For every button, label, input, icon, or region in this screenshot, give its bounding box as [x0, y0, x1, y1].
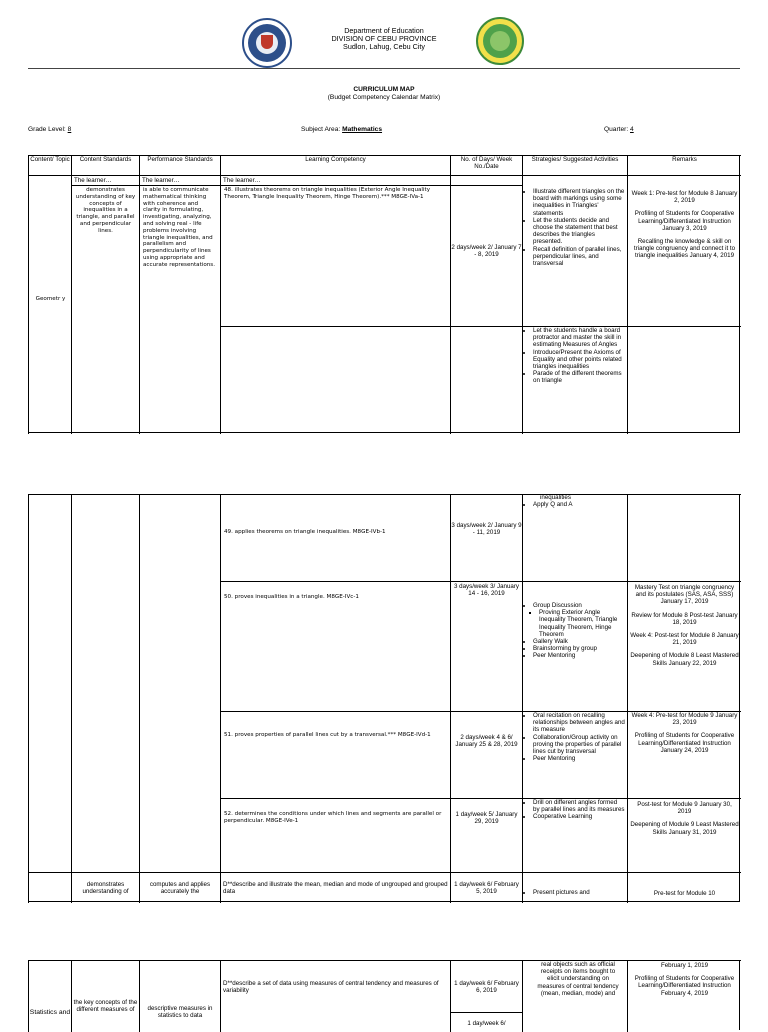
- geometry-content-standard: demonstrates understanding of key concepts of inequalities in a triangle, and parallel and perpendicular lines.: [71, 185, 139, 434]
- remark-item: Week 1: Pre-test for Module 8 January 2, 2019: [631, 190, 738, 205]
- remark-item: Mastery Test on triangle congruency and its postulates (SAS, ASA, SSS) January 17, 2019: [634, 584, 735, 606]
- days-competency-49: 3 days/week 2/ January 9 - 11, 2019: [450, 494, 522, 581]
- remarks-competency-50: [627, 581, 741, 711]
- strategy-item: • Let the students handle a board protractor and master the skill in estimating Measures of Angles: [533, 327, 625, 349]
- strategies-central-tendency: real objects such as official receipts on items bought to elicit understanding on measures of central tendency (mean, median, mode) and: [522, 960, 627, 1032]
- strategy-continued-text: inequalities: [540, 494, 571, 501]
- remarks-mean-median-mode: Pre-test for Module 10: [627, 872, 741, 903]
- strategy-item: • Cooperative Learning: [533, 813, 625, 820]
- header-division: DIVISION OF CEBU PROVINCE: [331, 34, 437, 43]
- remark-item: Review for Module 8 Post-test January 18, 2019: [631, 611, 738, 626]
- days-competency-48: 2 days/week 2/ January 7 - 8, 2019: [450, 185, 522, 326]
- days-competency-51: 2 days/week 4 & 6/ January 25 & 28, 2019: [450, 711, 522, 798]
- statistics-content-standard: the key concepts of the different measures of: [71, 960, 139, 1032]
- competency-49: 49. applies theorems on triangle inequalities. M8GE-IVb-1: [220, 494, 450, 581]
- quarter-label: Quarter:: [604, 126, 629, 133]
- statistics-performance-standard: descriptive measures in statistics to data: [139, 960, 220, 1032]
- curriculum-table-part-1: [28, 155, 740, 433]
- competency-51: 51. proves properties of parallel lines cut by a transversal.*** M8GE-IVd-1: [220, 711, 450, 798]
- col-header-remarks: Remarks: [627, 155, 741, 175]
- topic-geometry: Geometr y: [35, 296, 66, 302]
- strategies-continued: [522, 326, 627, 434]
- topic-cell: [28, 494, 71, 872]
- strategies-competency-51: [522, 711, 627, 798]
- remark-item: Profiling of Students for Cooperative Learning/Differentiated Instruction January 24, 2019: [634, 732, 735, 754]
- strategy-item: • Brainstorming by group: [533, 645, 625, 652]
- remark-item: Deepening of Module 8 Least Mastered Skills January 22, 2019: [630, 652, 739, 667]
- col-header-learning-competency: Learning Competency: [220, 155, 450, 175]
- topic-cell: [28, 175, 71, 434]
- performance-learner-label: The learner…: [139, 175, 220, 185]
- remark-item: Profiling of Students for Cooperative Learning/Differentiated Instruction January 3, 2019: [634, 210, 735, 232]
- remark-item: Post-test for Module 9 January 30, 2019: [637, 801, 732, 816]
- content-learner-label: The learner…: [71, 175, 139, 185]
- col-header-days: No. of Days/ Week No./Date: [450, 155, 522, 175]
- remarks-central-tendency: [627, 960, 741, 1032]
- strategy-item: • Gallery Walk: [533, 638, 625, 645]
- competency-48: 48. illustrates theorems on triangle inequalities (Exterior Angle Inequality Theorem, Triangle Inequality Theorem, Hinge Theorem).*** M8GE-IVa-1: [220, 185, 450, 326]
- subject-area-value: Mathematics: [342, 126, 383, 133]
- competency-50: 50. proves inequalities in a triangle. M8GE-IVc-1: [220, 581, 450, 711]
- col-header-content-standards: Content Standards: [71, 155, 139, 175]
- remarks-competency-52: [627, 798, 741, 872]
- strategy-item: • Introduce/Present the Axioms of Equality and other points related triangles inequalities: [533, 349, 625, 371]
- remarks-empty-cell: [627, 326, 741, 434]
- remarks-competency-51: [627, 711, 741, 798]
- strategies-competency-52: [522, 798, 627, 872]
- header-department: Department of Education: [344, 26, 424, 35]
- strategy-item: • Recall definition of parallel lines, perpendicular lines, and transversal: [533, 246, 625, 268]
- strategy-item: • Peer Mentoring: [533, 652, 625, 659]
- col-header-performance-standards: Performance Standards: [139, 155, 220, 175]
- strategy-item: • Peer Mentoring: [533, 755, 625, 762]
- topic-statistics: Statistics and: [28, 960, 71, 1032]
- topic-cell: [28, 872, 71, 903]
- remark-item: Week 4: Post-test for Module 8 January 21, 2019: [630, 632, 739, 647]
- competency-52: 52. determines the conditions under which lines and segments are parallel or perpendicular. M8GE-IVe-1: [220, 798, 450, 872]
- subject-area-label: Subject Area:: [301, 126, 341, 133]
- strategy-subitem: ▪ Proving Exterior Angle Inequality Theorem, Triangle Inequality Theorem, Hinge Theorem: [539, 609, 625, 638]
- strategy-item: • Collaboration/Group activity on proving the properties of parallel lines cut by transversal: [533, 734, 625, 756]
- curriculum-table-part-2: [28, 494, 740, 902]
- competency-learner-label: The learner…: [220, 175, 450, 185]
- competency-empty-cell: [220, 326, 450, 434]
- strategy-item: • Group Discussion: [533, 602, 625, 609]
- competency-mean-median-mode: D**describe and illustrate the mean, median and mode of ungrouped and grouped data: [220, 872, 450, 903]
- days-empty-cell: [450, 175, 522, 185]
- quarter: [604, 126, 634, 134]
- header-divider: [28, 68, 740, 69]
- competency-central-tendency: D**describe a set of data using measures of central tendency and measures of variability: [220, 960, 450, 1032]
- statistics-performance-standard-start: computes and applies accurately the: [139, 872, 220, 903]
- remarks-empty-cell: [627, 494, 741, 581]
- days-next-row: 1 day/week 6/: [450, 1012, 522, 1032]
- strategies-competency-48: [522, 175, 627, 326]
- strategy-item: • Drill on different angles formed by parallel lines and its measures: [533, 799, 625, 813]
- strategy-item: • Apply Q and A: [533, 501, 625, 508]
- quarter-value: 4: [630, 126, 634, 133]
- days-central-tendency: 1 day/week 6/ February 6, 2019: [450, 960, 522, 1012]
- strategy-item: • Present pictures and: [533, 889, 625, 896]
- days-mean-median-mode: 1 day/week 6/ February 5, 2019: [450, 872, 522, 903]
- days-competency-52: 1 day/week 5/ January 29, 2019: [450, 798, 522, 872]
- col-header-topic: Content/ Topic: [28, 155, 71, 175]
- subject-area: [301, 126, 382, 134]
- statistics-content-standard-start: demonstrates understanding of: [71, 872, 139, 903]
- remark-item: Deepening of Module 9 Least Mastered Skills January 31, 2019: [630, 821, 739, 836]
- remark-item: February 1, 2019: [660, 962, 709, 969]
- grade-level-label: Grade Level:: [28, 126, 66, 133]
- document-title: CURRICULUM MAP: [353, 86, 415, 93]
- grade-level-value: 8: [67, 126, 72, 133]
- strategies-competency-49: [522, 494, 627, 581]
- days-empty-cell: [450, 326, 522, 434]
- curriculum-table-part-3: [28, 960, 740, 1030]
- content-standard-cell: [71, 494, 139, 872]
- strategy-item: • Parade of the different theorems on triangle: [533, 370, 625, 384]
- days-competency-50: 3 days/week 3/ January 14 - 16, 2019: [450, 581, 522, 711]
- remark-item: Recalling the knowledge & skill on triangle congruency and connect it to triangle inequalities January 4, 2019: [633, 238, 736, 260]
- col-header-strategies: Strategies/ Suggested Activities: [522, 155, 627, 175]
- remark-item: Profiling of Students for Cooperative Learning/Differentiated Instruction February 4, 2019: [634, 975, 735, 997]
- strategies-competency-50: [522, 581, 627, 711]
- geometry-performance-standard: is able to communicate mathematical thinking with coherence and clarity in formulating, investigating, analyzing, and solving real - life problems involving triangle inequalities, and parallelism and perpendicularity of lines using appropriate and accurate representations.: [139, 185, 220, 434]
- strategy-item: • Illustrate different triangles on the board with markings using some inequalities in Triangles' statements: [533, 188, 625, 217]
- remarks-competency-48: [627, 175, 741, 326]
- strategy-item: • Oral recitation on recalling relationships between angles and its measure: [533, 712, 625, 734]
- remark-item: Week 4: Pre-test for Module 9 January 23, 2019: [631, 712, 738, 727]
- performance-standard-cell: [139, 494, 220, 872]
- document-subtitle: (Budget Competency Calendar Matrix): [327, 94, 441, 101]
- header-location: Sudlon, Lahug, Cebu City: [343, 42, 425, 51]
- strategy-item: • Let the students decide and choose the statement that best describes the triangles presented.: [533, 217, 625, 246]
- strategies-mean-median-mode: [522, 872, 627, 903]
- grade-level: [28, 126, 71, 134]
